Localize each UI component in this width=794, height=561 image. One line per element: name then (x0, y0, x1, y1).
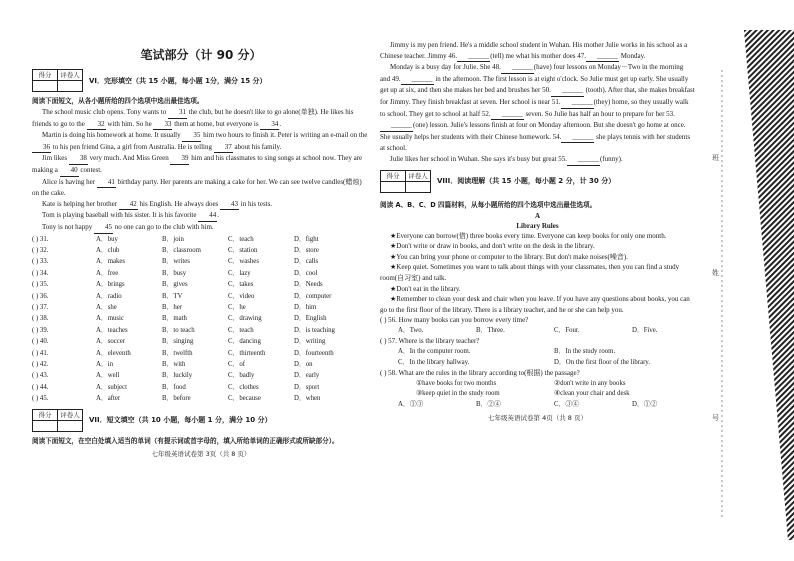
score-label: 得分 (381, 171, 406, 181)
option-row (32, 382, 370, 393)
binding-label-class: 班 (712, 154, 719, 162)
passage-text: very much. And Miss Green (87, 154, 171, 163)
passage-text: (have) four lessons on Monday－Two in the morning and 49. (380, 63, 684, 83)
passage-paragraph (32, 199, 370, 211)
passage-text: seven. So Julie has half an hour to prepare for her 53. (523, 109, 675, 118)
answer-blank[interactable]: 31 (168, 107, 187, 119)
passage-text: The school music club opens. Tony wants to (42, 108, 168, 116)
option-row (32, 359, 370, 370)
question-number: ( ) 38. (32, 315, 49, 323)
answer-blank[interactable]: 37 (214, 142, 233, 154)
answer-blank[interactable]: 35 (182, 130, 201, 142)
option-a[interactable]: A．she (96, 303, 117, 311)
rule-item: ★Don't write or draw in books, and don't write on the desk in the library. (390, 242, 595, 251)
answer-blank[interactable]: ______ (586, 51, 619, 63)
score-box (32, 69, 83, 92)
page-footer: 七年级英语试卷第 3页（共 8 页） (151, 449, 251, 458)
option-b: B．In the study room. (554, 348, 616, 356)
passage-text: (tooth). After that, she makes breakfast for Jimmy. They finish breakfast at seven. Her school is near 51. (380, 86, 695, 106)
question-number: ( ) 44. (32, 383, 49, 391)
passage-text: (one) lesson. Julie's lessons finish at four on Monday afternoon. But she doesn't go home at once. She usually helps her students with their Chinese homework. 54. (380, 121, 686, 141)
option-row (32, 302, 370, 313)
passage-text: Kate is helping her brother (42, 199, 119, 208)
option-a[interactable]: A．radio (96, 292, 122, 300)
option-b: B．②④ (476, 401, 501, 409)
question-58-choices-row2 (380, 389, 695, 400)
option-a[interactable]: A．music (96, 315, 124, 323)
question-56-options (380, 326, 695, 337)
option-row (32, 256, 370, 267)
answer-blank[interactable]: 33 (153, 119, 172, 131)
passage-paragraph (380, 62, 695, 154)
option-c[interactable]: C．thirteenth (228, 349, 266, 357)
binding-label-name: 姓 (712, 269, 719, 277)
answer-blank[interactable]: ______ (457, 51, 490, 63)
option-a[interactable]: A．brings (96, 281, 125, 289)
option-d: D．Five. (632, 326, 658, 334)
option-d[interactable]: D．when (294, 395, 321, 403)
library-rules (380, 231, 695, 316)
reading-part-label: A (534, 211, 541, 220)
option-c[interactable]: C．video (228, 292, 255, 300)
answer-blank[interactable]: ______ (551, 85, 584, 97)
answer-blank[interactable]: 39 (170, 153, 189, 165)
exam-part-title: 笔试部分（计 90 分） (140, 48, 262, 62)
passage-text: Monday is a busy day for Julie. She 48. (390, 63, 501, 72)
option-b[interactable]: B．writes (162, 258, 190, 266)
binding-label-number: 号 (712, 414, 719, 422)
option-row (32, 279, 370, 290)
option-b[interactable]: B．join (162, 235, 184, 243)
question-57-stem: ( ) 57. Where is the library teacher? (380, 337, 480, 346)
option-a[interactable]: A．in (96, 361, 113, 368)
rule-item: ★Keep quiet. Sometimes you want to talk about things with your classmates, then you can find a study room(自习室) and talk. (380, 263, 680, 282)
option-c: C．Four. (554, 326, 580, 334)
question-number: ( ) 31. (32, 235, 49, 243)
answer-blank[interactable]: ______ (561, 97, 594, 109)
option-c[interactable]: C．he (228, 303, 246, 311)
passage-text: in his tests. (239, 199, 273, 208)
option-row (32, 370, 370, 381)
option-row (32, 393, 370, 404)
answer-blank[interactable]: ______ (561, 132, 594, 144)
option-d[interactable]: D．him (294, 303, 317, 311)
option-d[interactable]: D．fourteenth (294, 349, 334, 357)
option-a[interactable]: A．makes (96, 258, 126, 266)
passage-text: (tell) me what his mother does 47. (490, 51, 587, 60)
option-b[interactable]: B．with (162, 361, 186, 368)
passage-text: . (279, 119, 282, 128)
section6-title: VI．完形填空（共 15 小题，每小题 1分，满分 15 分） (89, 76, 267, 85)
passage-text: them at home, but everyone is (172, 119, 261, 128)
question-58-choices-row1 (380, 379, 695, 390)
option-c: C．③④ (554, 401, 579, 409)
grader-cell (58, 421, 82, 431)
score-box (380, 170, 431, 193)
option-a[interactable]: A．after (96, 395, 121, 403)
option-row (32, 348, 370, 359)
option-c[interactable]: C．clothes (228, 383, 259, 391)
answer-blank[interactable]: 41 (97, 177, 116, 189)
passage-text: him and his classmates to sing songs at school now. They are making a (32, 154, 363, 174)
question-number: ( ) 36. (32, 292, 49, 300)
option-row (32, 291, 370, 302)
option-d[interactable]: D．Needs (294, 281, 323, 289)
option-b[interactable]: B．singing (162, 338, 194, 346)
option-a[interactable]: A．teaches (96, 326, 128, 334)
fill-in-passage (380, 40, 695, 166)
page-footer: 七年级英语试卷第 4页（共 8 页） (488, 413, 587, 422)
grader-label: 评卷人 (408, 171, 428, 180)
section7-instruction: 阅读下面短文，在空白处填入适当的单词（有提示词或首字母的，填入所给单词的正确形式或所缺部分）。 (32, 436, 339, 445)
option-row (32, 245, 370, 256)
reading-title: Library Rules (516, 221, 559, 230)
option-c[interactable]: C．washes (228, 258, 259, 266)
answer-blank[interactable]: ______ (380, 120, 413, 132)
option-c[interactable]: C．teach (228, 326, 254, 334)
passage-text: no one can go to the club with him. (113, 222, 214, 231)
passage-text: . (217, 211, 219, 220)
section7-header (32, 409, 370, 432)
question-number: ( ) 34. (32, 269, 49, 277)
score-label: 得分 (33, 70, 58, 80)
option-b[interactable]: B．luckily (162, 372, 193, 380)
option-d[interactable]: D．calls (294, 258, 319, 266)
cloze-options (32, 234, 370, 405)
question-number: ( ) 32. (32, 246, 49, 254)
section7-title: VII．短文填空（共 10 小题，每小题 1 分，满分 10 分） (89, 416, 272, 425)
hatched-seal-area (744, 30, 794, 540)
option-c[interactable]: C．takes (228, 281, 254, 289)
answer-blank[interactable]: ______ (401, 74, 434, 86)
rule-item: ★Don't eat in the library. (390, 284, 461, 293)
answer-blank[interactable]: 44 (198, 210, 217, 222)
passage-paragraph (32, 107, 370, 130)
question-number: ( ) 43. (32, 372, 49, 380)
option-d[interactable]: D．sport (294, 383, 320, 391)
option-d[interactable]: D．on (294, 361, 313, 368)
passage-text: (they) home, so they usually walk to school. They get to school at half 52. (380, 97, 689, 118)
grader-label: 评卷人 (60, 410, 80, 419)
answer-blank[interactable]: 36 (32, 142, 51, 154)
score-box (32, 409, 83, 432)
question-56-stem: ( ) 56. How many books can you borrow every time? (380, 316, 529, 325)
option-b[interactable]: B．classroom (162, 246, 201, 254)
question-number: ( ) 33. (32, 258, 49, 266)
passage-text: Alice is having her (42, 177, 97, 186)
passage-text: Tony is not happy (42, 222, 95, 231)
passage-paragraph (380, 40, 695, 62)
option-b[interactable]: B．before (162, 395, 191, 403)
option-a[interactable]: A．soccer (96, 338, 126, 346)
grader-label: 评卷人 (60, 71, 80, 79)
option-c[interactable]: C．drawing (228, 315, 262, 323)
option-a[interactable]: A．club (96, 246, 120, 254)
question-58-stem: ( ) 58. What are the rules in the library according to(根据) the passage? (380, 369, 580, 378)
choice-2: ②don't write in any books (554, 379, 626, 387)
passage-text: Julie likes her school in Wuhan. She says it's busy but great 55. (390, 154, 567, 163)
option-d[interactable]: D．writing (294, 338, 326, 346)
passage-text: the club, but he doesn't like to go alone(单独). He likes his friends to go to the (32, 108, 354, 128)
answer-blank[interactable]: 38 (69, 153, 88, 165)
option-a: A．In the computer room. (398, 348, 471, 356)
option-d[interactable]: D．early (294, 372, 320, 380)
option-b[interactable]: B．her (162, 303, 183, 311)
passage-text: with him. So he (105, 119, 154, 128)
answer-blank[interactable]: ______ (567, 154, 600, 166)
answer-blank[interactable]: 42 (119, 199, 138, 211)
question-57-options-row1 (380, 347, 695, 358)
passage-text: Jim likes (42, 154, 69, 163)
option-d[interactable]: D．computer (294, 292, 332, 300)
option-c[interactable]: C．because (228, 395, 261, 403)
passage-text: Jimmy is my pen friend. He's a middle school student in Wuhan. His mother Julie works in his school as a Chinese teacher. Jimmy 46. (380, 41, 688, 60)
passage-paragraph (380, 154, 695, 166)
option-row (32, 336, 370, 347)
section8-instruction: 阅读 A、B、C、D 四篇材料，从每小题所给的四个选项中选出最佳选项。 (380, 200, 597, 209)
passage-paragraph (32, 130, 370, 153)
option-a: A．Two. (398, 326, 424, 334)
option-d: D．On the first floor of the library. (554, 358, 651, 366)
option-b[interactable]: B．math (162, 315, 187, 323)
cloze-passage (32, 107, 370, 234)
answer-blank[interactable]: 32 (87, 119, 106, 131)
rule-item: ★You can bring your phone or computer to the library. But don't make noises(噪音). (390, 252, 628, 261)
option-c[interactable]: C．teach (228, 235, 254, 243)
score-cell (381, 182, 406, 192)
option-c[interactable]: C．station (228, 246, 258, 254)
section8-title: VIII．阅读理解（共 15 小题，每小题 2 分，计 30 分） (437, 177, 616, 186)
option-b[interactable]: B．TV (162, 292, 183, 300)
option-a: A．①③ (398, 401, 424, 409)
passage-paragraph (32, 153, 370, 176)
answer-blank[interactable]: 40 (60, 165, 79, 177)
option-b[interactable]: B．busy (162, 269, 187, 277)
option-c[interactable]: C．of (228, 361, 245, 368)
passage-text: to his pen friend Gina, a girl from Australia. He is telling (51, 142, 214, 151)
option-a[interactable]: A．buy (96, 235, 118, 243)
option-d: D．①② (632, 401, 658, 409)
option-b: B．Three. (476, 326, 505, 334)
section6-instruction: 阅读下面短文，从各小题所给的四个选项中选出最佳选项。 (32, 97, 204, 105)
passage-text: contest. (78, 165, 102, 174)
rule-item: ★Everyone can borrow(借) three books every time. Everyone can keep books for only one month. (390, 231, 667, 240)
option-row (32, 268, 370, 279)
passage-text: Martin is doing his homework at home. It usually (42, 131, 183, 140)
passage-text: birthday party. Her parents are making a cake for her. We can see twelve candles(蜡烛) on the cake. (32, 177, 362, 198)
passage-text: in the afternoon. The first lesson is at eight o'clock. So Julie must get up early. She usually get up at six, and then she makes her bed and brushes her 50. (380, 74, 689, 95)
passage-paragraph (32, 222, 370, 234)
option-c[interactable]: C．dancing (228, 338, 261, 346)
passage-paragraph (32, 177, 370, 199)
score-label: 得分 (33, 410, 58, 420)
passage-text: Tom is playing baseball with his sister. It is his favorite (42, 211, 199, 220)
question-number: ( ) 39. (32, 326, 49, 334)
question-57-options-row2 (380, 358, 695, 369)
option-b[interactable]: B．food (162, 383, 186, 391)
option-c[interactable]: C．badly (228, 372, 255, 380)
score-cell (33, 421, 58, 431)
right-page (380, 40, 695, 422)
answer-blank[interactable]: 34 (260, 119, 279, 131)
option-row (32, 313, 370, 324)
option-a[interactable]: A．subject (96, 383, 127, 391)
choice-3: ③keep quiet in the study room (416, 390, 500, 398)
option-a[interactable]: A．free (96, 269, 119, 277)
option-row (32, 234, 370, 245)
rule-item: ★Remember to clean your desk and chair when you leave. If you have any questions about books, you can go to the first floor of the library. There is a library teacher, and he or she can help you. (380, 295, 690, 314)
passage-text: his English. He always does (137, 199, 221, 208)
section8-header (380, 170, 695, 193)
option-d[interactable]: D．English (294, 315, 327, 323)
option-c: C．In the library hallway. (398, 358, 470, 366)
option-c[interactable]: C．lazy (228, 269, 251, 277)
option-d[interactable]: D．fight (294, 235, 319, 243)
grader-cell (406, 182, 430, 192)
passage-text: him two hours to finish it. Peter is writing an e-mail on the (201, 131, 368, 140)
option-a[interactable]: A．well (96, 372, 120, 380)
option-d[interactable]: D．store (294, 246, 319, 254)
question-number: ( ) 41. (32, 349, 49, 357)
option-d[interactable]: D．cool (294, 269, 318, 277)
answer-blank[interactable]: ______ (501, 62, 534, 74)
option-b[interactable]: B．twelfth (162, 349, 193, 357)
question-58-options (380, 400, 695, 411)
passage-text: (funny). (600, 154, 623, 163)
section6-header (32, 69, 370, 92)
question-number: ( ) 37. (32, 303, 49, 311)
answer-blank[interactable]: ______ (491, 109, 524, 121)
option-row (32, 325, 370, 336)
answer-blank[interactable]: 43 (220, 199, 239, 211)
question-number: ( ) 42. (32, 361, 49, 368)
option-b[interactable]: B．gives (162, 281, 188, 289)
choice-1: ①have books for two months (416, 379, 497, 387)
passage-text: she plays tennis with her students at school. (380, 132, 691, 153)
option-a[interactable]: A．eleventh (96, 349, 131, 357)
score-cell (33, 81, 58, 91)
choice-4: ④clean your chair and desk (554, 390, 630, 398)
option-d[interactable]: D．is teaching (294, 326, 335, 334)
binding-margin (710, 30, 794, 540)
question-number: ( ) 45. (32, 395, 49, 403)
passage-text: about his family. (232, 142, 282, 151)
answer-blank[interactable]: 45 (94, 222, 113, 234)
question-number: ( ) 40. (32, 338, 49, 346)
left-page (32, 40, 370, 458)
passage-text: Monday. (619, 51, 646, 60)
passage-paragraph (32, 210, 370, 222)
option-b[interactable]: B．to teach (162, 326, 195, 334)
question-number: ( ) 35. (32, 281, 49, 289)
grader-cell (58, 81, 82, 91)
